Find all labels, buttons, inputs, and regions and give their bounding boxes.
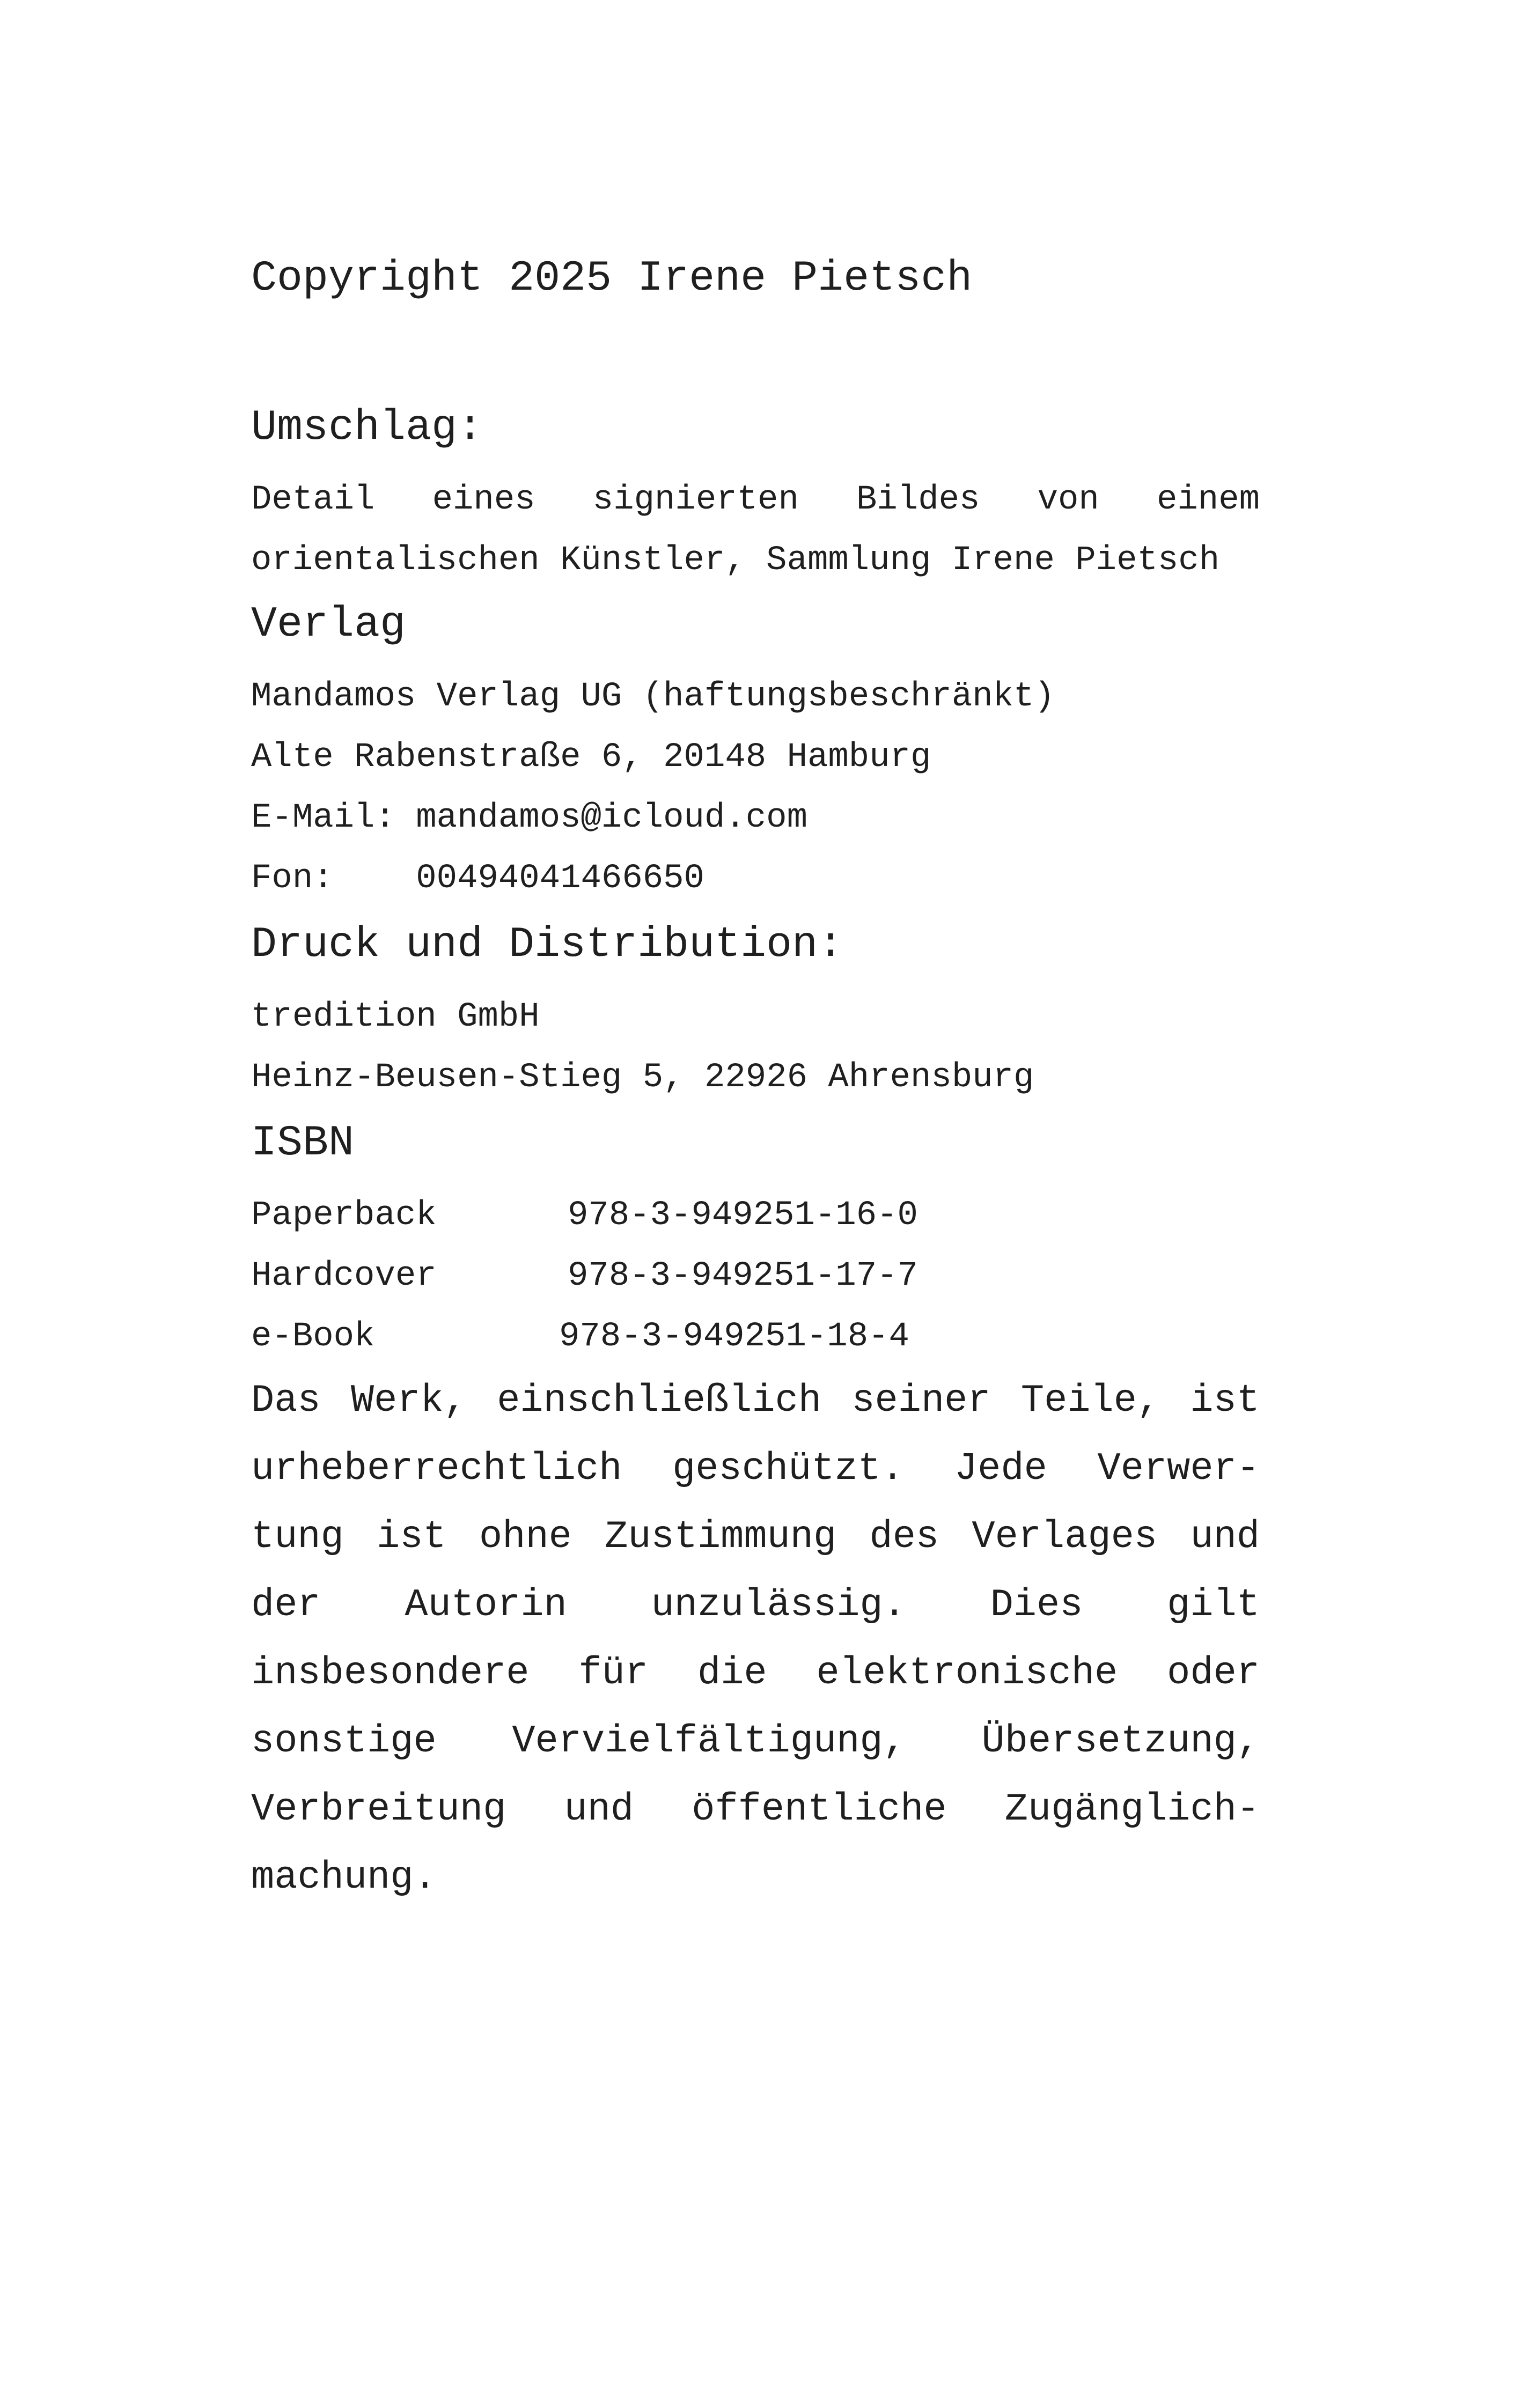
publisher-heading: Verlag xyxy=(251,600,406,649)
isbn-format: Hardcover xyxy=(251,1257,437,1295)
publisher-address: Alte Rabenstraße 6, 20148 Hamburg xyxy=(251,738,931,777)
legal-notice-line: machung. xyxy=(251,1855,437,1899)
legal-notice-line: tung ist ohne Zustimmung des Verlages und xyxy=(251,1515,1260,1559)
publisher-section xyxy=(251,598,1260,909)
phone-number: 00494041466650 xyxy=(416,859,704,898)
legal-notice-line: insbesondere für die elektronische oder xyxy=(251,1651,1260,1695)
cover-description: Detail eines signierten Bildes von einem orientalischen Künstler, Sammlung Irene Pietsch xyxy=(251,481,1260,580)
publisher-phone-row xyxy=(251,849,1260,909)
distributor-name: tredition GmbH xyxy=(251,998,540,1036)
legal-notice-line: Das Werk, einschließlich seiner Teile, ist xyxy=(251,1379,1260,1423)
isbn-format: Paperback xyxy=(251,1196,437,1235)
legal-notice-text xyxy=(251,1367,1260,1912)
isbn-row-hardcover xyxy=(251,1246,1260,1307)
isbn-section xyxy=(251,1117,1260,1367)
isbn-format: e-Book xyxy=(251,1317,375,1356)
legal-notice xyxy=(251,1367,1260,1912)
distribution-section xyxy=(251,918,1260,1108)
isbn-number: 978-3-949251-16-0 xyxy=(568,1196,918,1235)
distributor-address: Heinz-Beusen-Stieg 5, 22926 Ahrensburg xyxy=(251,1058,1034,1097)
phone-label: Fon: xyxy=(251,859,334,898)
legal-notice-line: urheberrechtlich geschützt. Jede Verwer- xyxy=(251,1447,1260,1491)
isbn-row-paperback xyxy=(251,1185,1260,1246)
legal-notice-line: sonstige Vervielfältigung, Übersetzung, xyxy=(251,1719,1260,1763)
publisher-email-row xyxy=(251,788,1260,849)
legal-notice-line: Verbreitung und öffentliche Zugänglich- xyxy=(251,1787,1260,1831)
publisher-name: Mandamos Verlag UG (haftungsbeschränkt) xyxy=(251,678,1055,716)
isbn-number: 978-3-949251-18-4 xyxy=(559,1317,909,1356)
isbn-heading: ISBN xyxy=(251,1119,355,1168)
cover-section xyxy=(251,401,1260,591)
cover-heading: Umschlag: xyxy=(251,403,483,452)
email-address[interactable]: mandamos@icloud.com xyxy=(416,799,807,837)
copyright-line: Copyright 2025 Irene Pietsch xyxy=(251,254,973,303)
distribution-heading: Druck und Distribution: xyxy=(251,921,844,969)
email-label: E-Mail: xyxy=(251,799,395,837)
isbn-number: 978-3-949251-17-7 xyxy=(568,1257,918,1295)
isbn-row-ebook xyxy=(251,1307,1260,1367)
legal-notice-line: der Autorin unzulässig. Dies gilt xyxy=(251,1583,1260,1627)
